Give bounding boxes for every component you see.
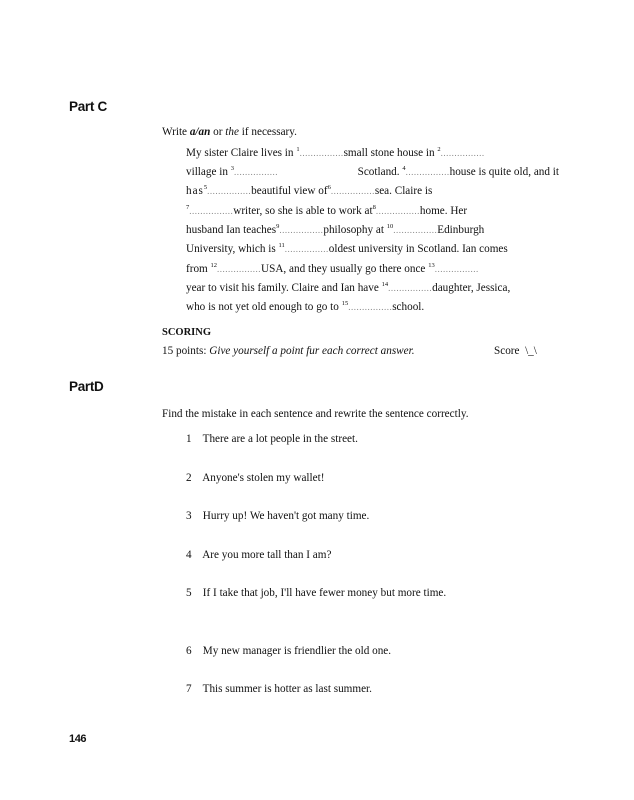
exercise-item: 6 My new manager is friendlier the old one. [186, 645, 392, 657]
exercise-item: 1 There are a lot people in the street. [186, 433, 358, 445]
passage-line: from $^{12}$................USA, and they usually go there once $^{13}$................ [186, 262, 479, 275]
passage-line: husband Ian teaches$^9$................philosophy at $^{10}$................Edinburgh [186, 223, 485, 236]
exercise-item: 4 Are you more tall than I am? [186, 549, 332, 561]
scoring-instruction: 15 points: Give yourself a point fur each correct answer. [162, 345, 415, 357]
part-c-instruction: Write a/an or the if necessary. [162, 126, 297, 138]
exercise-item: 3 Hurry up! We haven't got many time. [186, 510, 370, 522]
scoring-label: SCORING [162, 327, 212, 338]
passage-line: village in $^3$................ Scotland. $^4$................house is quite old, and it [186, 165, 559, 178]
exercise-item: 7 This summer is hotter as last summer. [186, 683, 372, 695]
passage-line: My sister Claire lives in $^1$................small stone house in $^2$................ [186, 146, 485, 159]
passage-line: $^7$................writer, so she is able to work $at^8................home$. Her [186, 204, 468, 217]
score-field: Score \_\ [494, 345, 537, 357]
part-d-instruction: Find the mistake in each sentence and rewrite the sentence correctly. [162, 408, 469, 420]
passage-line: year to visit his family. Claire and Ian have $^{14}$................daughter, Jessica, [186, 281, 511, 294]
page-number: 146 [69, 733, 87, 745]
part-d-heading: PartD [69, 379, 104, 394]
exercise-item: 2 Anyone's stolen my wallet! [186, 472, 325, 484]
exercise-item: 5 If I take that job, I'll have fewer money but more time. [186, 587, 447, 599]
part-c-heading: Part C [69, 99, 107, 114]
passage-line: has$^5$................beautiful view $of^6................sea$. Claire is [186, 184, 433, 197]
passage-line: who is not yet old enough to go to $^{15}$................school. [186, 300, 425, 313]
passage-line: University, which is $^{11}$................oldest university in Scotland. Ian comes [186, 242, 508, 255]
